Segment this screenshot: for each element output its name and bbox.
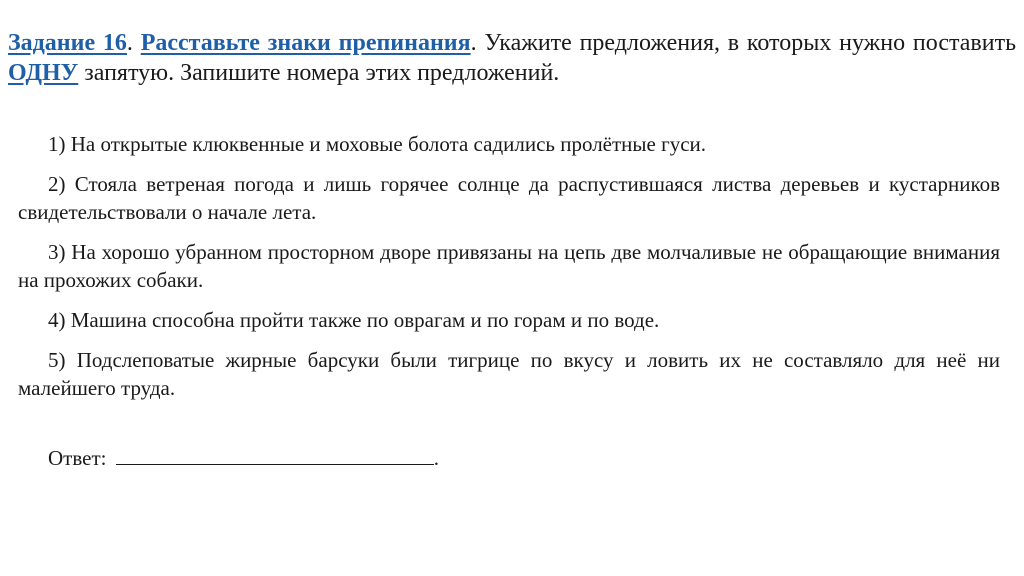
sentence-4: 4) Машина способна пройти также по оврагам и по горам и по воде.: [48, 308, 660, 332]
instruction-text-part2: запятую. Запишите номера этих предложений.: [78, 60, 560, 86]
sentence-2: 2) Стояла ветреная погода и лишь горячее солнце да распустившаяся листва деревьев и кустарников свидетельствовали о начале лета.: [18, 172, 1000, 224]
instruction-text-part1: . Укажите предложения, в которых нужно поставить: [470, 30, 1017, 56]
sentence-3: 3) На хорошо убранном просторном дворе привязаны на цепь две молчаливые не обращающие внимания на прохожих собаки.: [18, 240, 1000, 292]
answer-row: [48, 444, 439, 472]
answer-blank-line[interactable]: [116, 444, 434, 465]
instruction-link[interactable]: Расставьте знаки препинания: [140, 30, 471, 56]
task-number-link[interactable]: Задание 16: [8, 30, 127, 56]
task-number-dot: .: [126, 30, 141, 56]
sentence-list: [18, 130, 1000, 414]
sentence-1: 1) На открытые клюквенные и моховые болота садились пролётные гуси.: [48, 132, 707, 156]
emphasis-one-link[interactable]: ОДНУ: [8, 60, 79, 86]
task-header: [8, 28, 1016, 88]
answer-label: Ответ:: [48, 446, 107, 470]
sentence-5: 5) Подслеповатые жирные барсуки были тигрице по вкусу и ловить их не составляло для неё ни малейшего труда.: [18, 348, 1000, 400]
answer-end-dot: .: [433, 446, 439, 470]
